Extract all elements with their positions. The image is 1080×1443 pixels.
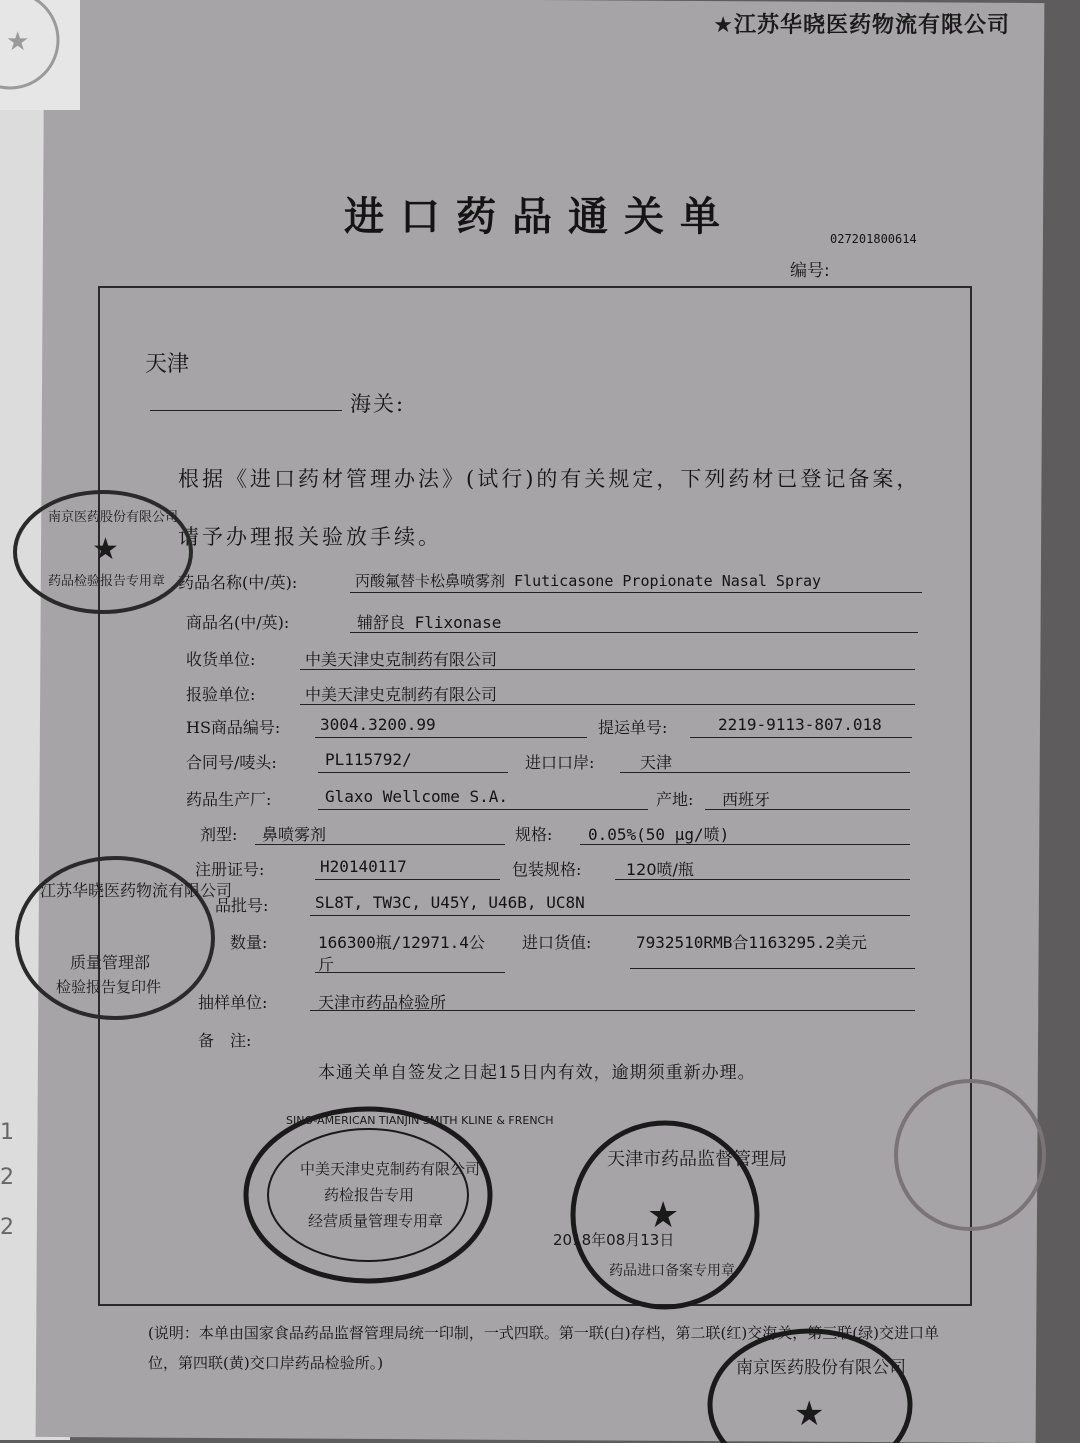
sampling-underline [310,1010,915,1011]
reg-no-value: H20140117 [320,857,407,876]
origin-value: 西班牙 [722,790,771,809]
svg-text:★: ★ [794,1394,825,1434]
applicant-value: 中美天津史克制药有限公司 [305,685,498,704]
reg-no-underline [315,879,500,880]
svg-text:★: ★ [6,27,30,57]
port-underline [620,772,910,773]
sampling-value: 天津市药品检验所 [318,993,447,1012]
validity-statement: 本通关单自签发之日起15日内有效，逾期须重新办理。 [318,1063,756,1083]
right-faded-stamp [880,1075,1040,1235]
package-underline [615,879,910,880]
edge-scrap: 2 [0,1215,14,1240]
dosage-form-value: 鼻喷雾剂 [262,825,327,844]
spec-value: 0.05%(50 μg/喷) [588,825,730,844]
svg-text:中美天津史克制药有限公司: 中美天津史克制药有限公司 [300,1160,481,1178]
manufacturer-label: 药品生产厂: [186,790,272,809]
contract-label: 合同号/唛头: [186,753,277,772]
quantity-underline [315,972,505,973]
drug-name-label: 药品名称(中/英): [178,573,298,592]
edge-scrap: 1 [0,1120,14,1145]
drug-name-underline [350,592,922,593]
sampling-label: 抽样单位: [198,993,268,1012]
quantity-value-line1: 166300瓶/12971.4公 [318,933,485,952]
intro-paragraph: 根据《进口药材管理办法》(试行)的有关规定，下列药材已登记备案，请予办理报关验放手续。 [178,467,921,549]
package-label: 包装规格: [512,860,582,879]
svg-text:经营质量管理专用章: 经营质量管理专用章 [308,1212,444,1230]
drug-name-value: 丙酸氟替卡松鼻喷雾剂 Fluticasone Propionate Nasal Spray [355,572,822,590]
left-upper-stamp [8,485,198,620]
edge-scrap: 2 [0,1165,14,1190]
top-left-corner-stamp [0,0,80,110]
port-value: 天津 [640,753,673,772]
customs-underline [150,386,342,411]
bill-value: 2219-9113-807.018 [718,715,882,734]
svg-text:药品进口备案专用章: 药品进口备案专用章 [609,1263,735,1279]
dosage-form-underline [255,844,505,845]
svg-text:SINO-AMERICAN TIANJIN SMITH KL: SINO-AMERICAN TIANJIN SMITH KLINE & FRENCH [286,1114,554,1127]
applicant-underline [300,704,915,705]
origin-underline [705,809,910,810]
svg-text:天津市药品监督管理局: 天津市药品监督管理局 [607,1149,787,1170]
batch-value: SL8T, TW3C, U45Y, U46B, UC8N [315,893,585,912]
consignee-underline [300,669,915,670]
consignee-label: 收货单位: [186,650,256,669]
svg-text:★: ★ [647,1195,680,1236]
remarks-label: 备 注: [198,1031,252,1050]
bottom-right-stamp [700,1325,920,1440]
svg-text:南京医药股份有限公司: 南京医药股份有限公司 [736,1358,906,1378]
trade-name-label: 商品名(中/英): [186,613,290,632]
origin-label: 产地: [656,790,694,809]
customs-city: 天津 [145,352,190,377]
consignee-value: 中美天津史克制药有限公司 [305,650,498,669]
quantity-label: 数量: [230,933,268,952]
spec-label: 规格: [515,825,553,844]
applicant-label: 报验单位: [186,685,256,704]
hs-code-value: 3004.3200.99 [320,715,436,734]
svg-text:药品检验报告专用章: 药品检验报告专用章 [48,574,166,589]
manufacturer-underline [318,809,648,810]
svg-text:★: ★ [92,532,119,567]
dosage-form-label: 剂型: [200,825,238,844]
svg-text:药检报告专用: 药检报告专用 [324,1186,415,1204]
port-label: 进口口岸: [525,753,595,772]
serial-label: 编号: [790,261,830,281]
svg-text:2018年08月13日: 2018年08月13日 [553,1231,675,1249]
import-value-label: 进口货值: [522,933,592,952]
footnote: (说明：本单由国家食品药品监督管理局统一印制，一式四联。第一联(白)存档，第二联(红)交海关，第三联(绿)交进口单位，第四联(黄)交口岸药品检验所。) [148,1324,939,1372]
svg-text:江苏华晓医药物流有限公司: 江苏华晓医药物流有限公司 [40,881,233,900]
customs-label: 海关: [350,392,406,416]
manufacturer-value: Glaxo Wellcome S.A. [325,787,509,806]
import-value-underline [630,968,915,969]
hs-code-underline [315,737,587,738]
document-title: 进口药品通关单 [344,194,736,240]
contract-underline [318,772,508,773]
batch-label: 品批号: [215,896,269,915]
bill-underline [690,737,912,738]
contract-value: PL115792/ [325,750,412,769]
hs-code-label: HS商品编号: [186,718,281,737]
import-value-value: 7932510RMB合1163295.2美元 [636,933,868,952]
svg-text:南京医药股份有限公司: 南京医药股份有限公司 [48,510,179,525]
authority-stamp [553,1115,787,1315]
serial-number: 027201800614 [830,232,917,246]
company-stamp [238,1100,554,1290]
bill-label: 提运单号: [598,718,668,737]
batch-underline [310,915,910,916]
trade-name-underline [350,632,918,633]
header-company-stamp: ★江苏华晓医药物流有限公司 [713,13,1010,38]
trade-name-value: 辅舒良 Flixonase [357,613,502,632]
package-value: 120喷/瓶 [626,860,694,879]
reg-no-label: 注册证号: [195,860,265,879]
quantity-value-line2: 斤 [318,955,335,974]
svg-text:质量管理部: 质量管理部 [70,953,151,972]
spec-underline [580,844,910,845]
svg-text:检验报告复印件: 检验报告复印件 [56,978,162,996]
